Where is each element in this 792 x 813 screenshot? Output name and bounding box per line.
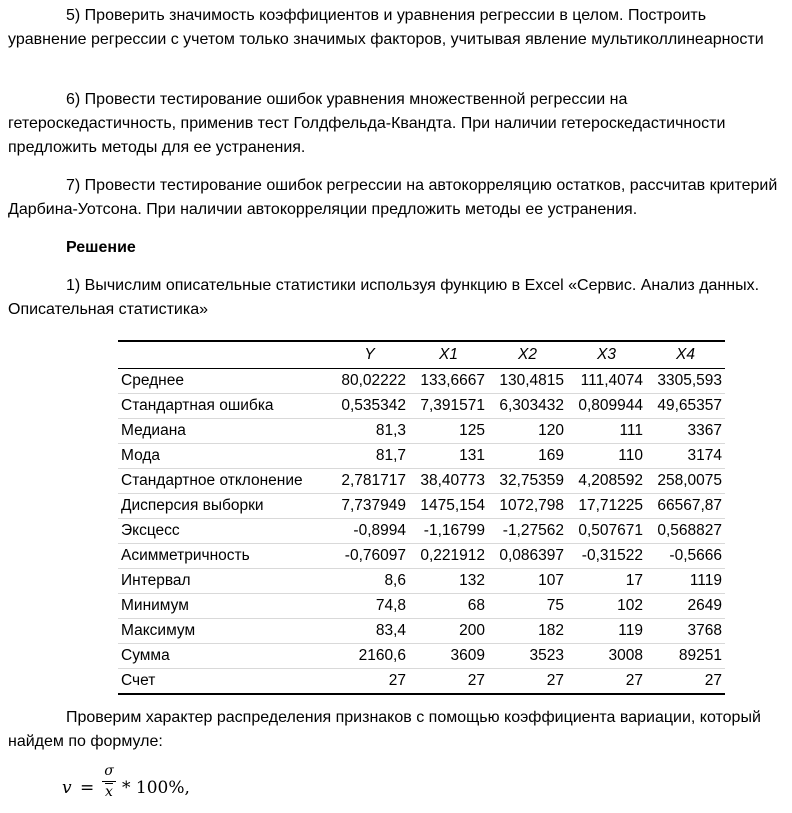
table-cell: 125 [409,419,488,444]
table-row [118,594,725,619]
table-cell: 119 [567,619,646,644]
paragraph-variation-check: Проверим характер распределения признаков с помощью коэффициента вариации, который найдем по формуле: [8,709,761,750]
table-cell: 89251 [646,644,725,669]
table-row [118,419,725,444]
table-cell: 111,4074 [567,369,646,394]
row-label: Счет [118,669,330,695]
table-header-cell: X1 [409,341,488,369]
table-cell: 74,8 [330,594,409,619]
paragraph-task-6: 6) Провести тестирование ошибок уравнения множественной регрессии на гетероскедастичность, применив тест Голдфельда-Квандта. При наличии гетероскедастичности предложить методы для ее устранения. [8,91,726,156]
table-cell: 0,809944 [567,394,646,419]
table-header-cell: X4 [646,341,725,369]
table-cell: 7,391571 [409,394,488,419]
table-cell: 3609 [409,644,488,669]
row-label: Стандартное отклонение [118,469,330,494]
row-label: Сумма [118,644,330,669]
table-cell: 3367 [646,419,725,444]
table-row [118,369,725,394]
table-cell: 17 [567,569,646,594]
table-cell: 0,535342 [330,394,409,419]
table-cell: 258,0075 [646,469,725,494]
row-label: Асимметричность [118,544,330,569]
table-cell: 182 [488,619,567,644]
table-row [118,394,725,419]
table-cell: 2649 [646,594,725,619]
descriptive-statistics-table [118,340,725,695]
table-cell: 1475,154 [409,494,488,519]
row-label: Медиана [118,419,330,444]
table-cell: 3008 [567,644,646,669]
table-cell: 49,65357 [646,394,725,419]
table-cell: 6,303432 [488,394,567,419]
row-label: Интервал [118,569,330,594]
table-cell: 80,02222 [330,369,409,394]
row-label: Эксцесс [118,519,330,544]
table-cell: 27 [330,669,409,695]
table-cell: 110 [567,444,646,469]
table-cell: 3174 [646,444,725,469]
table-cell: 130,4815 [488,369,567,394]
table-cell: -0,5666 [646,544,725,569]
table-body [118,369,725,695]
formula-fraction [102,762,116,801]
table-cell: 102 [567,594,646,619]
table-cell: -1,27562 [488,519,567,544]
table-cell: -0,31522 [567,544,646,569]
table-cell: 7,737949 [330,494,409,519]
table-row [118,569,725,594]
table-cell: 0,568827 [646,519,725,544]
table-cell: 2,781717 [330,469,409,494]
table-row [118,544,725,569]
table-cell: 200 [409,619,488,644]
row-label: Стандартная ошибка [118,394,330,419]
formula-denominator: x [105,784,113,800]
table-cell: 17,71225 [567,494,646,519]
table-cell: 27 [646,669,725,695]
table-cell: 27 [567,669,646,695]
table-cell: 27 [488,669,567,695]
row-label: Мода [118,444,330,469]
table-cell: 68 [409,594,488,619]
table-cell: 0,086397 [488,544,567,569]
table-header-empty [118,341,330,369]
table-row [118,619,725,644]
table-cell: 38,40773 [409,469,488,494]
table-header-row [118,341,725,369]
table-cell: -1,16799 [409,519,488,544]
formula-equals: = [80,778,95,798]
table-cell: 2160,6 [330,644,409,669]
table-cell: 120 [488,419,567,444]
table-row [118,519,725,544]
table-row [118,494,725,519]
table-cell: 0,221912 [409,544,488,569]
solution-heading: Решение [66,239,136,256]
table-cell: 81,7 [330,444,409,469]
table-row [118,444,725,469]
formula-numerator: σ [104,763,114,779]
row-label: Среднее [118,369,330,394]
table-cell: 8,6 [330,569,409,594]
paragraph-task-5: 5) Проверить значимость коэффициентов и уравнения регрессии в целом. Построить уравнение регрессии с учетом только значимых факторов, учитывая явление мультиколлинеарности [8,7,764,48]
table-cell: 75 [488,594,567,619]
row-label: Дисперсия выборки [118,494,330,519]
row-label: Минимум [118,594,330,619]
formula-lhs: v [62,778,72,798]
table-cell: 169 [488,444,567,469]
table-cell: -0,8994 [330,519,409,544]
table-cell: 4,208592 [567,469,646,494]
table-cell: 132 [409,569,488,594]
row-label: Максимум [118,619,330,644]
table-cell: 3523 [488,644,567,669]
formula-rest: * 100%, [122,778,190,798]
table-cell: 81,3 [330,419,409,444]
paragraph-task-7: 7) Провести тестирование ошибок регрессии на автокорреляцию остатков, рассчитав критерий Дарбина-Уотсона. При наличии автокорреляции предложить методы ее устранения. [8,177,778,218]
table-cell: 0,507671 [567,519,646,544]
fraction-bar [102,781,116,782]
table-cell: -0,76097 [330,544,409,569]
table-cell: 133,6667 [409,369,488,394]
table-cell: 1119 [646,569,725,594]
table-cell: 131 [409,444,488,469]
table-cell: 111 [567,419,646,444]
table-cell: 83,4 [330,619,409,644]
table-header-cell: X2 [488,341,567,369]
table-cell: 66567,87 [646,494,725,519]
variation-coefficient-formula [62,762,262,808]
table-row [118,469,725,494]
table-header-cell: X3 [567,341,646,369]
table-cell: 3768 [646,619,725,644]
table-cell: 3305,593 [646,369,725,394]
paragraph-descriptive-stats: 1) Вычислим описательные статистики используя функцию в Excel «Сервис. Анализ данных. Описательная статистика» [8,277,760,318]
table-cell: 32,75359 [488,469,567,494]
table-row [118,669,725,695]
table-row [118,644,725,669]
table-cell: 1072,798 [488,494,567,519]
table-cell: 107 [488,569,567,594]
table-cell: 27 [409,669,488,695]
table-header-cell: Y [330,341,409,369]
